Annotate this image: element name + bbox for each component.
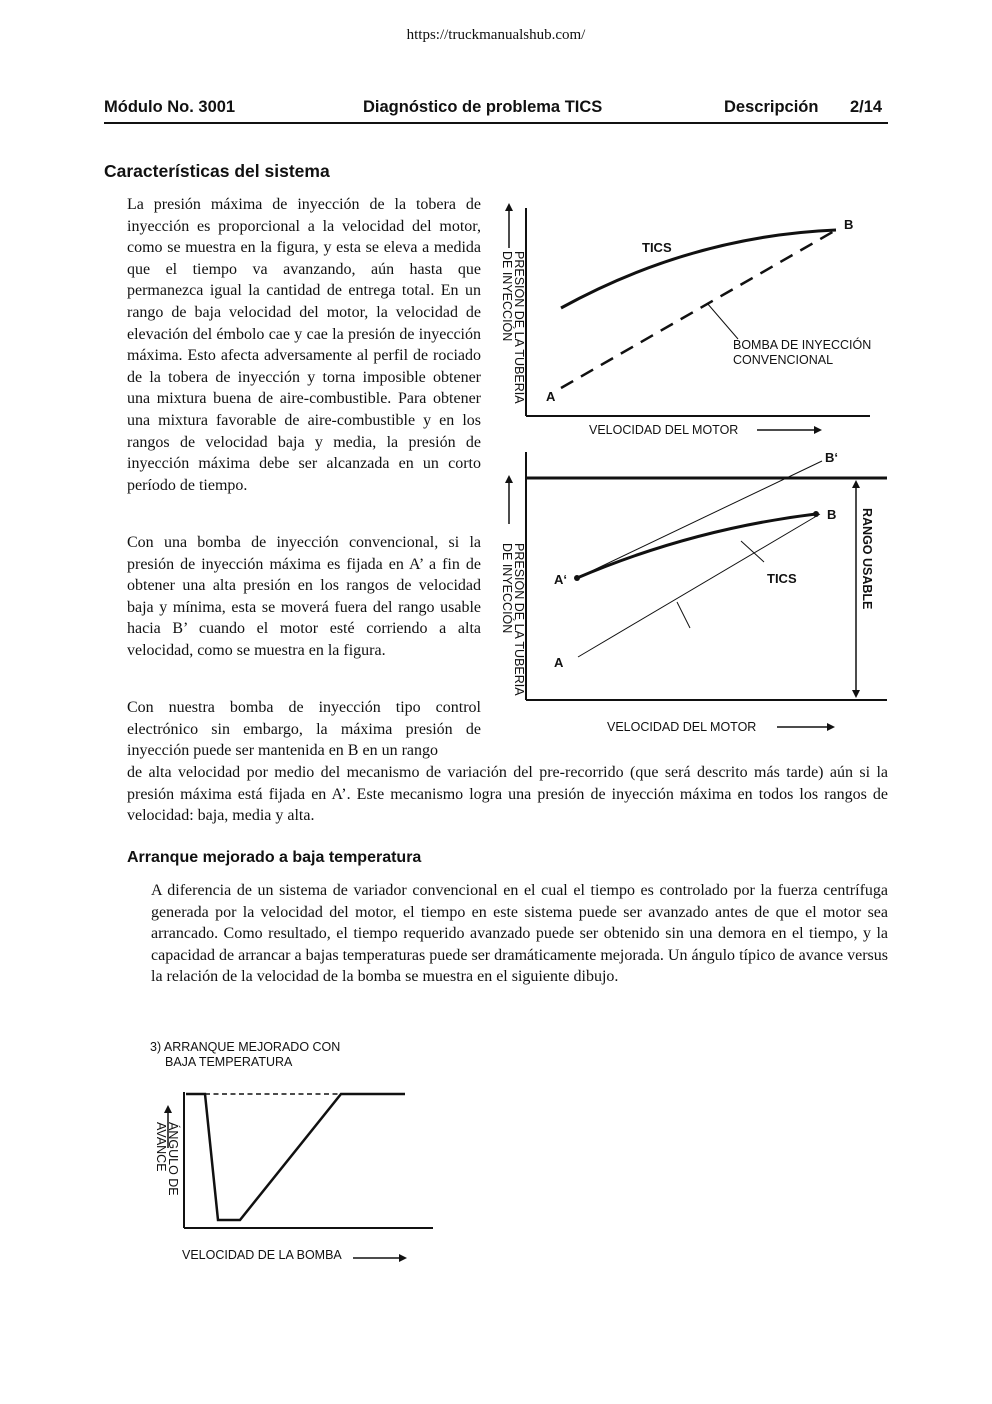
document-title: Diagnóstico de problema TICS	[363, 98, 603, 116]
y-axis-label-line1: PRESIÓN DE LA TUBERÍA	[512, 543, 526, 696]
y-axis-arrow-head	[164, 1105, 172, 1113]
section-label: Descripción	[724, 98, 819, 116]
usable-range-arrow-head-bottom	[852, 690, 860, 698]
x-axis-arrow-head	[814, 426, 822, 434]
x-axis-label: VELOCIDAD DE LA BOMBA	[182, 1248, 342, 1262]
point-a-label: A	[554, 655, 564, 670]
figure-pressure-vs-speed	[492, 196, 892, 446]
x-axis-arrow-head	[399, 1254, 407, 1262]
y-axis-label-line2: AVANCE	[154, 1122, 168, 1172]
x-axis-label: VELOCIDAD DEL MOTOR	[589, 423, 739, 437]
section-title: Características del sistema	[104, 161, 330, 181]
figure-usable-range	[492, 444, 892, 744]
conventional-leader-line	[677, 602, 690, 628]
point-b-marker	[813, 511, 819, 517]
figure-title-line1: 3) ARRANQUE MEJORADO CON	[150, 1040, 341, 1054]
point-b-label: B	[844, 217, 854, 232]
page-header	[104, 97, 888, 124]
tics-label: TICS	[642, 240, 672, 255]
x-axis-arrow-head	[827, 723, 835, 731]
y-axis-label-line2: DE INYECCIÓN	[500, 251, 514, 342]
paragraph-3-rest: de alta velocidad por medio del mecanismo de variación del pre-recorrido (que será descrito más tarde) aún si la presión máxima está fijada en A’. Este mecanismo logra una presión de inyección máxima en todos los rangos de velocidad: baja, media y alta.	[127, 764, 888, 825]
figure-title-line2: BAJA TEMPERATURA	[165, 1055, 293, 1069]
y-axis-label-line1: ÁNGULO DE	[166, 1122, 180, 1196]
y-axis-arrow-head	[505, 203, 513, 211]
x-axis-label: VELOCIDAD DEL MOTOR	[607, 720, 757, 734]
module-number: Módulo No. 3001	[104, 98, 236, 116]
paragraph-4: A diferencia de un sistema de variador convencional en el cual el tiempo es controlado por la fuerza centrífuga generada por la velocidad del motor, el tiempo en este sistema puede ser avanzado antes de que el motor sea arrancado. Como resultado, el tiempo requerido avanzado puede ser obtenido sin una demora en el tiempo, y la capacidad de arrancar a bajas temperaturas puede ser dramáticamente mejorada. Un ángulo típico de avance versus la relación de la velocidad de la bomba se muestra en el siguiente dibujo.	[151, 882, 888, 986]
conventional-label-line2: CONVENCIONAL	[733, 353, 834, 367]
source-url[interactable]: https://truckmanualshub.com/	[406, 27, 586, 43]
paragraph-1: La presión máxima de inyección de la tobera de inyección es proporcional a la velocidad del motor, como se muestra en la figura, y esta se eleva a medida que el tiempo va avanzando, aún hasta que permanezca igual la cantidad de entrega total. En un rango de baja velocidad del motor, la velocidad de elevación del émbolo cae y cae la presión de inyección máxima. Esto afecta adversamente al perfil de rociado de la tobera de inyección y torna imposible obtener una mixtura buena de aire-combustible. Para obtener una mixtura favorable de aire-combustible y en los rangos de velocidad baja y media, la presión de inyección máxima debe ser alcanzada en un corto período de tiempo.	[127, 196, 481, 494]
point-a-prime-label: A‘	[554, 572, 567, 587]
subsection-title: Arranque mejorado a baja temperatura	[127, 849, 422, 866]
paragraph-2: Con una bomba de inyección convencional, si la presión de inyección máxima es fijada en A’ a fin de obtener una alta presión en los rangos de velocidad baja y mínima, esta se moverá fuera del rango usable hacia B’ cuando el motor esté corriendo a alta velocidad, como se muestra en la figura.	[127, 534, 481, 659]
point-b-prime-label: B‘	[825, 450, 838, 465]
tics-curve	[561, 230, 836, 308]
tics-label: TICS	[767, 571, 797, 586]
y-axis-label-line1: PRESIÓN DE LA TUBERÍA	[512, 251, 526, 404]
conventional-label-line1: BOMBA DE INYECCIÓN	[733, 338, 872, 352]
point-a-prime-marker	[574, 575, 580, 581]
figure-advance-angle	[140, 1032, 440, 1272]
usable-range-label: RANGO USABLE	[860, 508, 874, 610]
point-b-label: B	[827, 507, 837, 522]
advance-angle-curve	[186, 1094, 405, 1220]
y-axis-label-line2: DE INYECCIÓN	[500, 543, 514, 634]
conventional-leader-line	[707, 303, 738, 339]
paragraph-3-start: Con nuestra bomba de inyección tipo control electrónico sin embargo, la máxima presión de inyección puede ser mantenida en B en un rango	[127, 699, 481, 760]
point-a-label: A	[546, 389, 556, 404]
tics-curve	[577, 514, 816, 578]
page-number: 2/14	[850, 98, 883, 116]
y-axis-arrow-head	[505, 475, 513, 483]
usable-range-arrow-head-top	[852, 480, 860, 488]
